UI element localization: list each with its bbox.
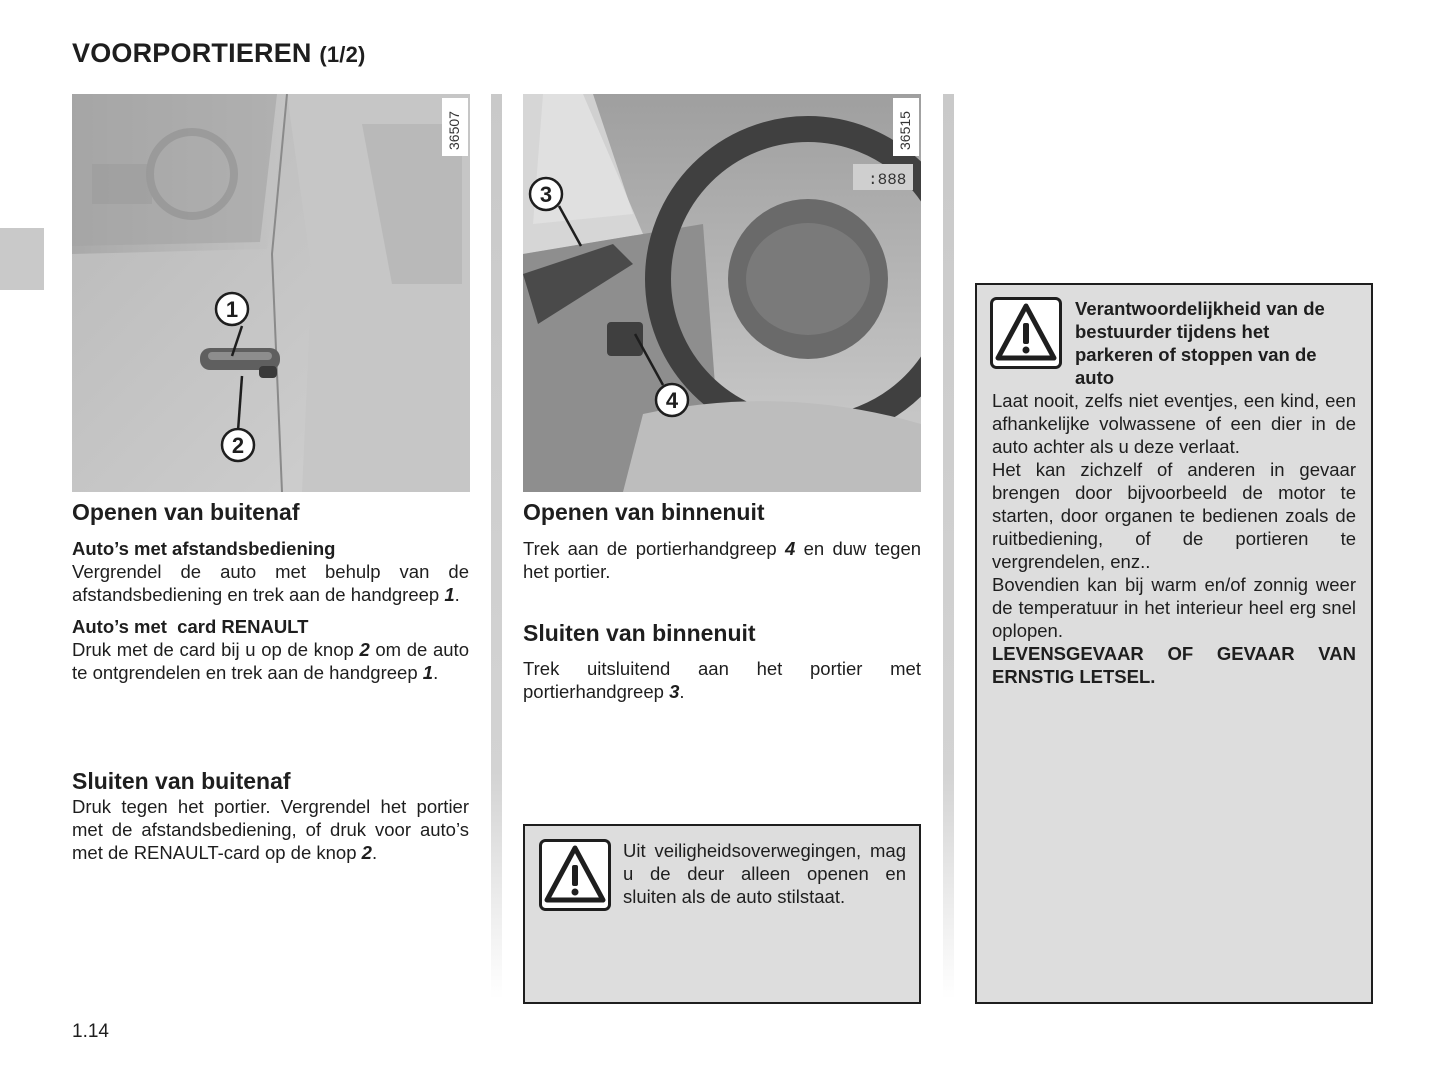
column-divider-left (491, 94, 502, 999)
column-divider-right (943, 94, 954, 999)
section-open-outside: Auto’s met afstandsbediening Vergrendel de auto met behulp van de afstandsbediening en trek aan de handgreep 1. Auto’s met card RENAULT Druk met de card bij u op de knop 2 om de auto te ontgrendelen en trek aan de handgreep 1. (72, 538, 469, 683)
subheading-card-b: RENAULT (221, 616, 309, 637)
warning-emphasis: LEVENSGEVAAR OF GEVAAR VAN ERNSTIG LETSEL. (992, 643, 1356, 687)
page-title-text: VOORPORTIEREN (72, 38, 312, 68)
heading-close-inside: Sluiten van binnenuit (523, 620, 756, 646)
text-remote: Vergrendel de auto met behulp van de afstandsbediening en trek aan de handgreep (72, 561, 469, 605)
ref-remote: 1 (444, 584, 455, 605)
page-part: (1/2) (319, 42, 366, 67)
section-close-inside: Trek uitsluitend aan het portier met portierhandgreep 3. (523, 658, 921, 702)
warning-triangle-icon (990, 297, 1062, 369)
warning-paragraph-1: Laat nooit, zelfs niet eventjes, een kind, een afhankelijke volwassene of een dier in de auto achter als u deze verlaat. (992, 390, 1356, 457)
ref-card-b: 1 (422, 662, 434, 683)
ref-close-outside: 2 (361, 842, 372, 863)
text-card-b: om de auto te ontgrendelen en trek aan de handgreep (72, 639, 469, 683)
page-title (72, 38, 366, 69)
warning-responsibility-body (992, 389, 1356, 688)
callout-3: 3 (539, 182, 553, 207)
subheading-remote: Auto’s met afstandsbediening (72, 538, 336, 559)
svg-text::888: :888 (868, 171, 907, 189)
text-card-a: Druk met de card bij u op de knop (72, 639, 354, 660)
callout-4: 4 (665, 388, 679, 413)
callout-1: 1 (225, 297, 239, 322)
heading-open-inside: Openen van binnenuit (523, 499, 765, 525)
ref-open-inside: 4 (784, 538, 796, 559)
warning-paragraph-3: Bovendien kan bij warm en/of zonnig weer de temperatuur in het interieur heel erg snel oplopen. (992, 574, 1356, 641)
heading-close-outside: Sluiten van buitenaf (72, 768, 291, 794)
page-number: 1.14 (72, 1021, 109, 1042)
figure-interior-handle (523, 94, 921, 492)
warning-box-stationary (523, 824, 921, 1004)
ref-close-inside: 3 (669, 681, 680, 702)
heading-open-outside: Openen van buitenaf (72, 499, 300, 525)
ref-card-a: 2 (359, 639, 370, 660)
text-close-outside: Druk tegen het portier. Vergrendel het portier met de afstandsbediening, of druk voor auto’s met de RENAULT-card op de knop (72, 796, 469, 863)
warning-triangle-icon (539, 839, 611, 911)
warning-box-responsibility (975, 283, 1373, 1004)
figure-ref-36515: 36515 (897, 111, 913, 150)
section-close-outside: Druk tegen het portier. Vergrendel het portier met de afstandsbediening, of druk voor auto’s met de RENAULT-card op de knop 2. (72, 796, 469, 863)
warning-stationary-text: Uit veiligheidsoverwegingen, mag u de deur alleen openen en sluiten als de auto stilstaat. (623, 840, 906, 907)
figure-ref-36507: 36507 (446, 111, 462, 150)
text-open-inside-a: Trek aan de portierhandgreep (523, 538, 777, 559)
figure-exterior-handle (72, 94, 470, 492)
subheading-card-a: Auto’s met card (72, 616, 222, 637)
section-open-inside (523, 537, 921, 583)
warning-responsibility-title: Verantwoordelijkheid van de bestuurder tijdens het parkeren of stoppen van de auto (1075, 298, 1325, 388)
warning-paragraph-2: Het kan zichzelf of anderen in gevaar brengen door bijvoorbeeld de motor te starten, door organen te bedienen zoals de ruitbediening, of de portieren te vergrendelen, enz.. (992, 459, 1356, 572)
text-open-inside-b: en duw tegen het portier. (523, 538, 922, 582)
text-close-inside: Trek uitsluitend aan het portier met portierhandgreep (523, 658, 921, 702)
callout-2: 2 (231, 433, 245, 458)
chapter-tab (0, 228, 44, 290)
